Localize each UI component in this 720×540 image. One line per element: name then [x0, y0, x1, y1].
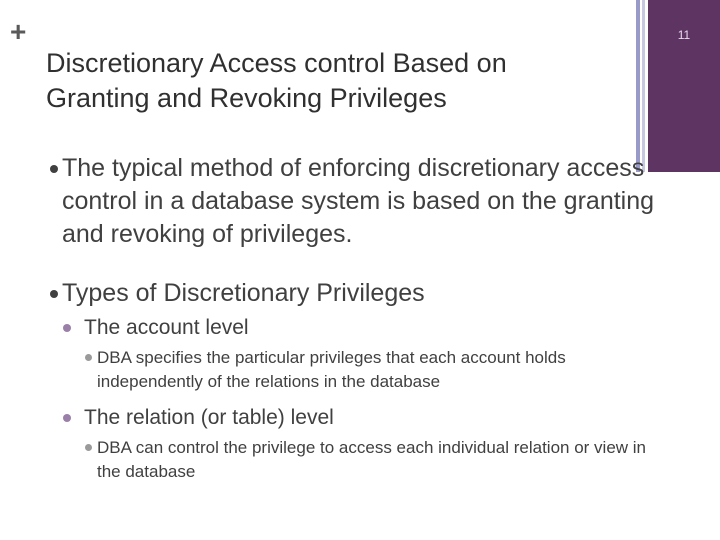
bullet-dot-icon: [85, 354, 92, 361]
bullet-dot-icon: [50, 290, 58, 298]
title-line-1: Discretionary Access control Based on: [46, 48, 507, 78]
bullet-text: DBA specifies the particular privileges that each account holds independently of the relations in the database: [97, 348, 566, 391]
bullet-text: The account level: [84, 316, 249, 339]
slide-body: [44, 152, 674, 484]
bullet-text: The typical method of enforcing discretionary access control in a database system is based on the granting and revoking of privileges.: [62, 154, 655, 248]
bullet-dot-icon: [63, 324, 71, 332]
bullet-level1-types: [44, 277, 674, 310]
bullet-text: The relation (or table) level: [84, 406, 334, 429]
bullet-level3-relation-detail: [44, 436, 674, 484]
bullet-level2-account-level: [44, 314, 674, 342]
accent-bar-light: [642, 0, 645, 172]
bullet-level1-typical-method: [44, 152, 674, 251]
slide-number: 11: [677, 28, 691, 42]
title-line-2: Granting and Revoking Privileges: [46, 83, 447, 113]
slide-title: [46, 46, 626, 116]
accent-bar-gray: [636, 0, 640, 172]
bullet-dot-icon: [50, 165, 58, 173]
bullet-dot-icon: [63, 414, 71, 422]
bullet-level3-account-detail: [44, 346, 674, 394]
accent-bar-purple: [648, 0, 720, 172]
bullet-text: DBA can control the privilege to access each individual relation or view in the database: [97, 438, 647, 481]
bullet-text: Types of Discretionary Privileges: [62, 279, 425, 307]
bullet-level2-relation-level: [44, 404, 674, 432]
bullet-dot-icon: [85, 444, 92, 451]
plus-icon: +: [10, 16, 27, 47]
